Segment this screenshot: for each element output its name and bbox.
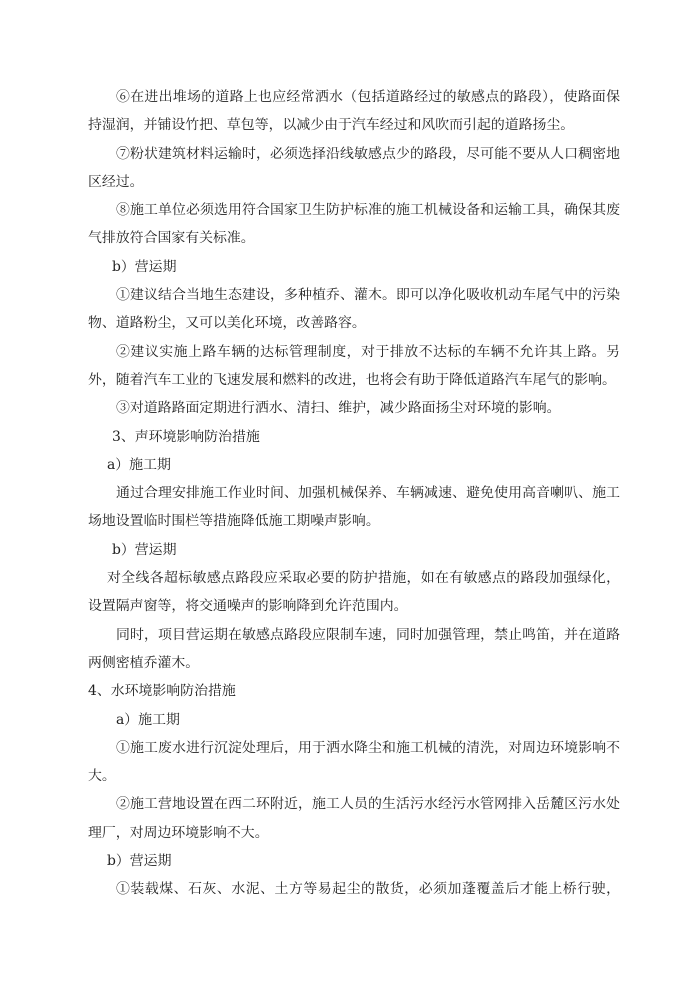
para-noise-operation-2: 同时，项目营运期在敏感点路段应限制车速，同时加强管理，禁止鸣笛，并在道路两侧密植乔灌木。	[88, 626, 620, 671]
para-air-operation-3: ③对道路路面定期进行洒水、清扫、维护，减少路面扬尘对环境的影响。	[116, 400, 561, 417]
para-water-construction-1: ①施工废水进行沉淀处理后，用于洒水降尘和施工机械的清洗，对周边环境影响不大。	[88, 739, 620, 785]
subheading-noise-operation-period: b）营运期	[112, 541, 177, 558]
subheading-noise-construction-period: a）施工期	[107, 456, 171, 473]
subheading-air-operation-period: b）营运期	[112, 258, 177, 275]
heading-noise-section: 3、声环境影响防治措施	[112, 428, 260, 445]
para-water-construction-2: ②施工营地设置在西二环附近，施工人员的生活污水经污水管网排入岳麓区污水处理厂，对周边环境影响不大。	[88, 796, 620, 841]
para-air-construction-8: ⑧施工单位必须选用符合国家卫生防护标准的施工机械设备和运输工具，确保其废气排放符合国家有关标准。	[88, 202, 620, 247]
subheading-water-operation-period: b）营运期	[107, 853, 172, 870]
document-text-block	[88, 83, 620, 904]
para-air-operation-1: ①建议结合当地生态建设，多种植乔、灌木。即可以净化吸收机动车尾气中的污染物、道路粉尘，又可以美化环境，改善路容。	[88, 287, 620, 332]
para-air-operation-2: ②建议实施上路车辆的达标管理制度，对于排放不达标的车辆不允许其上路。另外，随着汽车工业的飞速发展和燃料的改进，也将会有助于降低道路汽车尾气的影响。	[88, 343, 620, 388]
para-noise-operation-1: 对全线各超标敏感点路段应采取必要的防护措施，如在有敏感点的路段加强绿化，设置隔声窗等，将交通噪声的影响降到允许范围内。	[88, 570, 620, 615]
para-noise-construction: 通过合理安排施工作业时间、加强机械保养、车辆减速、避免使用高音喇叭、施工场地设置临时围栏等措施降低施工期噪声影响。	[88, 485, 620, 530]
para-air-construction-7: ⑦粉状建筑材料运输时，必须选择沿线敏感点少的路段，尽可能不要从人口稠密地区经过。	[88, 145, 620, 190]
heading-water-section: 4、水环境影响防治措施	[88, 683, 236, 700]
para-air-construction-6: ⑥在进出堆场的道路上也应经常洒水（包括道路经过的敏感点的路段），使路面保持湿润，并铺设竹把、草包等，以减少由于汽车经过和风吹而引起的道路扬尘。	[88, 89, 620, 134]
subheading-water-construction-period: a）施工期	[116, 711, 180, 728]
para-water-operation-1: ①装载煤、石灰、水泥、土方等易起尘的散货，必须加蓬覆盖后才能上桥行驶，	[116, 881, 620, 898]
